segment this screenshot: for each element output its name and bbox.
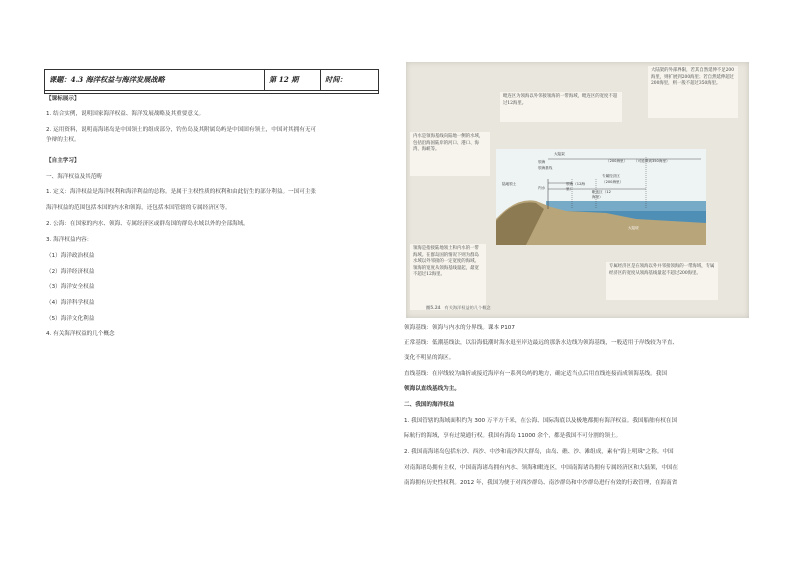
caption-text: 有关海洋权益的几个概念 — [444, 305, 491, 310]
definition-1: 1. 定义：海洋权益是海洋权利和海洋利益的总称。是属于主权性质的权利和由此衍生的部分利益。一国可主张 — [46, 189, 317, 195]
straight-baseline-cont: 领海以直线基线为主。 — [404, 386, 460, 392]
point-1-cont: 际航行的海域，享有过境通行权。我国有海岛 11000 余个，都是我国不可分割的领土。 — [404, 433, 622, 439]
label-200b: （200海里） — [602, 180, 624, 184]
topic-title: 课题：4.3 海洋权益与海洋发展战略 — [45, 70, 265, 90]
point-2-cont: 对南海诸岛拥有主权，中国南海诸岛拥有内水、领海和毗连区，中国南海诸岛拥有专属经济区和大陆架，中国在 — [404, 465, 679, 471]
straight-baseline: 直线基线：在岸线较为曲折或接近海岸有一系列岛屿的地方，确定适当点后用直线连接而成领海基线。我国 — [404, 371, 667, 377]
definition-1-cont: 海洋权益的范围包括本国的内水和领海，还包括本国管辖的专属经济区等。 — [46, 205, 231, 211]
label-inner: 内水 — [538, 186, 546, 190]
normal-baseline-cont: 变化不明显的海区。 — [404, 355, 455, 361]
label-200: （200海里） — [606, 159, 628, 163]
label-land: 陆地领土 — [502, 182, 517, 186]
label-350: （可延伸到350海里） — [634, 159, 670, 163]
label-baseline: 领海基线 — [538, 166, 553, 170]
issue-number: 第 12 期 — [265, 70, 321, 90]
header-table — [44, 69, 379, 91]
label-contiguous: 毗连区（12海里） — [592, 190, 611, 199]
point-1: 1. 我国管辖的海域面积约为 300 万平方千米，在公海、国际海底以及极地都拥有海洋权益。我国船舶有权在国 — [404, 418, 678, 424]
figure-caption — [426, 305, 491, 311]
point-2-cont2: 南海拥有历史性权利。2012 年，我国为便于对西沙群岛、南沙群岛和中沙群岛进行有效的行政管理，在海南省 — [404, 480, 678, 486]
section-self: 【自主学习】 — [46, 158, 80, 164]
ocean-rights-figure — [406, 62, 749, 318]
note-inner-water: 内水是领海基线向陆地一侧的水域，包括沿海国陆岸的河口、港口、海湾、海峡等。 — [410, 132, 490, 176]
note-continental-shelf: 大陆架的外部界限，若其自然延伸不足200海里，则扩展到200海里；若自然延伸超过200海里，则一般不超过350海里。 — [648, 66, 738, 118]
caption-number: 图5.24 — [426, 305, 441, 310]
note-eez: 专属经济区是在领海以外并邻接领海的一带海域，专属经济区的宽度从领海基线量起不超过200海里。 — [606, 262, 718, 300]
section-2-heading: 二、我国的海洋权益 — [404, 402, 455, 408]
list-item: （5）海洋文化利益 — [46, 316, 95, 322]
normal-baseline: 正常基线：低潮基线法，以沿海低潮时海水退至岸边最远的那条水边线为领海基线，一般适用于岸线较为平直、 — [404, 340, 679, 346]
list-item: （1）海洋政治权益 — [46, 253, 95, 259]
label-territorial: 领海 — [538, 160, 546, 164]
label-slope: 大陆坡 — [628, 226, 639, 230]
section-goal: 【课标展示】 — [46, 96, 80, 102]
definition-2: 2. 公海：在国家的内水、领海、专属经济区或群岛国的群岛水域以外的全部海域。 — [46, 221, 249, 227]
list-item: （3）海洋安全权益 — [46, 284, 95, 290]
header-divider — [44, 91, 379, 94]
goal-2-cont: 争辩的主权。 — [46, 137, 80, 143]
list-item: （2）海洋经济权益 — [46, 269, 95, 275]
baseline-definition: 领海基线：领海与内水的分界线。课本 P107 — [404, 325, 515, 331]
label-eez: 专属经济区 — [602, 174, 620, 178]
point-2: 2. 我国南海诸岛包括东沙、西沙、中沙和南沙四大群岛，由岛、礁、沙、滩组成，素有"海上明珠"之称。中国 — [404, 449, 674, 455]
note-territorial-sea: 领海是指接陆地领土和内水的一带海域。在群岛国的情况下则为群岛水域以外邻接的一定宽度的海域。领海的宽度从领海基线量起，最宽不超过12海里。 — [410, 244, 486, 310]
label-shelf: 大陆架 — [554, 152, 565, 156]
goal-1: 1. 结合实例，说明国家海洋权益、海洋发展战略及其重要意义。 — [46, 111, 205, 117]
label-ts12: 领海（12海里） — [566, 182, 585, 191]
time-label: 时间： — [325, 75, 347, 84]
definition-3: 3. 海洋权益内容： — [46, 237, 93, 243]
list-item: （4）海洋科学权益 — [46, 300, 95, 306]
subheading-1: 一、海洋权益及其范畴 — [46, 174, 102, 180]
goal-2: 2. 运用资料，说明南海诸岛是中国领土的组成部分，钓鱼岛及其附属岛屿是中国固有领土，中国对其拥有无可 — [46, 127, 317, 133]
concepts-heading: 4. 有关海洋权益的几个概念 — [46, 331, 115, 337]
note-contiguous: 毗连区为领海以外邻接领海的一带海域，毗连区的宽度不超过12海里。 — [500, 92, 622, 122]
